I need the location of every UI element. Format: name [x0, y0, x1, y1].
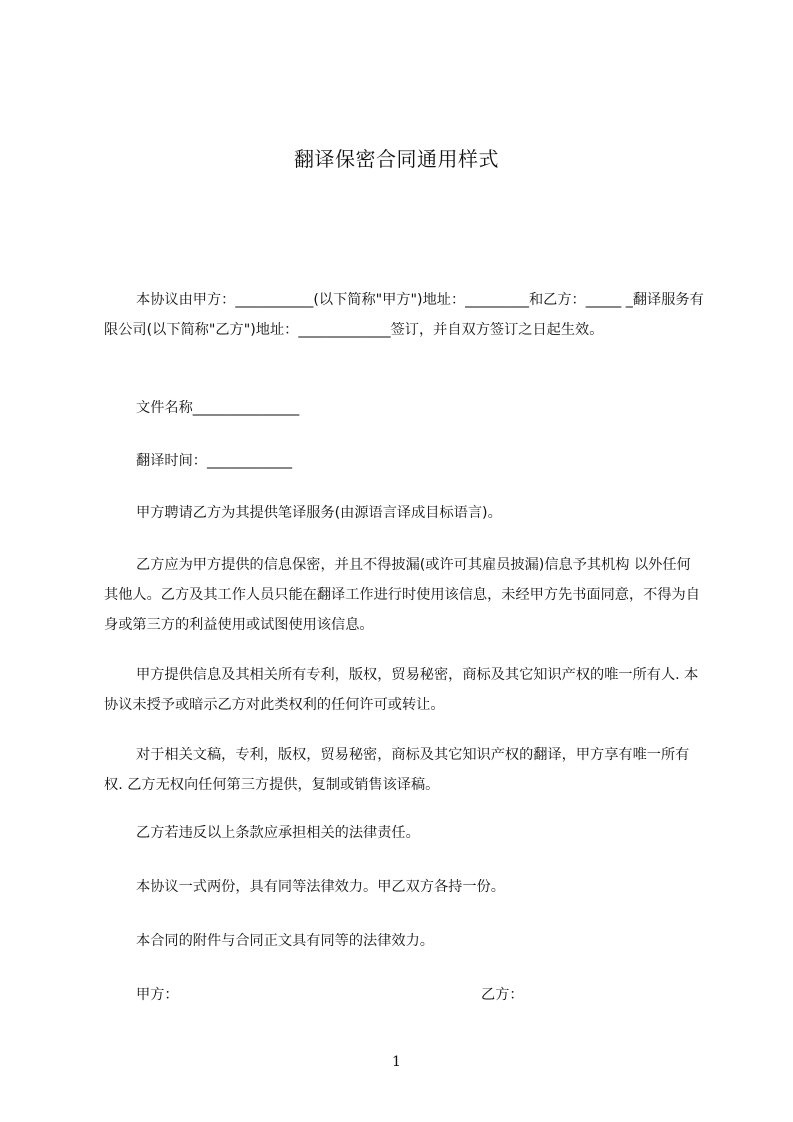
paragraph-ownership: 甲方提供信息及其相关所有专利，版权，贸易秘密，商标及其它知识产权的唯一所有人. 本协议未授予或暗示乙方对此类权利的任何许可或转让。	[104, 667, 699, 713]
paragraph-translation-rights: 对于相关文稿，专利，版权，贸易秘密，商标及其它知识产权的翻译，甲方享有唯一所有权. 乙方无权向任何第三方提供，复制或销售该译稿。	[104, 747, 690, 793]
paragraph-attachments: 本合同的附件与合同正文具有同等的法律效力。	[136, 933, 434, 949]
paragraph-translation-time: 翻译时间：____________	[136, 453, 293, 469]
page-number: 1	[392, 1054, 401, 1070]
signature-party-a: 甲方：	[136, 987, 179, 1003]
paragraph-file-name: 文件名称_______________	[136, 400, 300, 416]
paragraph-preamble: 本协议由甲方：___________(以下简称"甲方")地址：_________和乙方：_____ _翻译服务有限公司(以下简称"乙方")地址：_____________签订，并自双方签订之日起生效。	[104, 292, 704, 338]
page-title: 翻译保密合同通用样式	[294, 147, 499, 171]
paragraph-confidentiality: 乙方应为甲方提供的信息保密，并且不得披漏(或许可其雇员披漏)信息予其机构 以外任何其他人。乙方及其工作人员只能在翻译工作进行时使用该信息，未经甲方先书面同意，不得为自身或第三方的利益使用或试图使用该信息。	[104, 557, 700, 633]
paragraph-copies: 本协议一式两份，具有同等法律效力。甲乙双方各持一份。	[136, 879, 505, 895]
paragraph-service-scope: 甲方聘请乙方为其提供笔译服务(由源语言译成目标语言)。	[136, 505, 502, 521]
signature-party-b: 乙方：	[481, 987, 524, 1003]
paragraph-liability: 乙方若违反以上条款应承担相关的法律责任。	[136, 825, 420, 841]
